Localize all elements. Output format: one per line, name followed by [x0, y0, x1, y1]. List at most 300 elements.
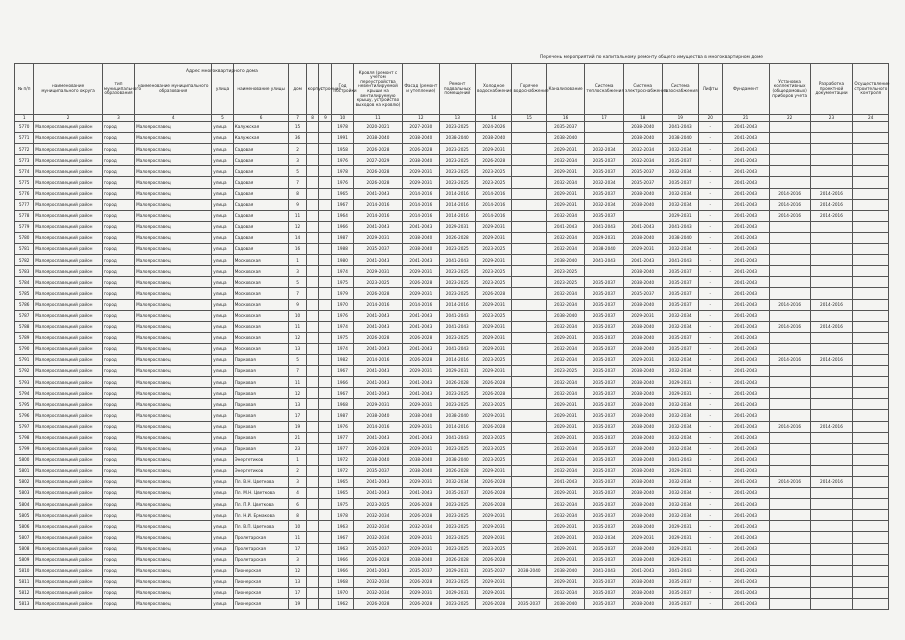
table-cell	[769, 232, 810, 243]
table-cell: 1965	[332, 188, 353, 199]
table-cell	[769, 377, 810, 388]
table-cell	[512, 188, 546, 199]
table-cell: 2038-2040	[623, 510, 662, 521]
table-cell: 12	[289, 388, 306, 399]
table-cell: 7	[289, 177, 306, 188]
table-cell: 2023-2025	[439, 177, 475, 188]
table-row	[15, 266, 889, 277]
table-cell: 2038-2040	[623, 421, 662, 432]
table-cell: 5785	[15, 288, 34, 299]
address-group-label: Адрес многоквартирного дома	[186, 69, 258, 74]
table-cell: -	[699, 354, 723, 365]
table-cell	[306, 288, 319, 299]
table-cell: 2029-2031	[476, 410, 512, 421]
table-cell: -	[699, 122, 723, 133]
table-cell: город	[102, 477, 134, 488]
column-number: 13	[439, 115, 475, 122]
table-cell: 2023-2025	[439, 532, 475, 543]
table-cell: 5792	[15, 366, 34, 377]
table-row	[15, 488, 889, 499]
table-row	[15, 465, 889, 476]
column-header: наименование муниципального образования	[135, 64, 212, 115]
table-cell: Московская	[233, 255, 289, 266]
table-cell	[769, 510, 810, 521]
table-cell	[512, 277, 546, 288]
column-header: Фундамент	[722, 64, 769, 115]
table-row	[15, 288, 889, 299]
table-cell: улица	[212, 332, 233, 343]
table-cell: 1967	[332, 388, 353, 399]
table-cell: 3	[289, 155, 306, 166]
table-cell: Калужская	[233, 122, 289, 133]
table-cell: 2041-2043	[585, 565, 624, 576]
table-cell	[512, 488, 546, 499]
table-cell	[810, 255, 853, 266]
table-cell: 2035-2037	[662, 599, 698, 610]
table-cell	[512, 443, 546, 454]
table-row	[15, 599, 889, 610]
table-cell: 2026-2028	[476, 377, 512, 388]
table-cell	[810, 587, 853, 598]
table-cell: 2029-2031	[403, 166, 439, 177]
table-cell: 2041-2043	[439, 432, 475, 443]
table-cell	[810, 488, 853, 499]
table-cell: 2041-2043	[662, 565, 698, 576]
table-cell	[810, 166, 853, 177]
table-row	[15, 454, 889, 465]
table-cell: 2038-2040	[623, 554, 662, 565]
table-cell: -	[699, 277, 723, 288]
table-cell: Малоярославецкий район	[34, 377, 103, 388]
table-cell: 1967	[332, 532, 353, 543]
table-cell: 2035-2037	[585, 521, 624, 532]
table-cell: 2041-2043	[403, 432, 439, 443]
table-cell	[810, 377, 853, 388]
capital-repair-table	[14, 63, 889, 610]
table-cell: 2038-2040	[546, 599, 585, 610]
table-cell	[512, 221, 546, 232]
table-cell	[853, 210, 889, 221]
table-cell: город	[102, 587, 134, 598]
table-cell: -	[699, 421, 723, 432]
table-cell: 8	[289, 188, 306, 199]
table-cell: 2023-2025	[439, 166, 475, 177]
table-cell: Малоярославец	[135, 155, 212, 166]
table-cell: улица	[212, 177, 233, 188]
table-row	[15, 244, 889, 255]
table-cell: 2023-2025	[439, 266, 475, 277]
table-cell: 2041-2043	[353, 366, 402, 377]
table-cell	[810, 432, 853, 443]
table-cell: Пл. В.П. Цветкова	[233, 521, 289, 532]
table-cell: 2032-2034	[662, 499, 698, 510]
table-cell	[769, 310, 810, 321]
table-cell	[319, 532, 332, 543]
column-header: Разработка проектной документации	[810, 64, 853, 115]
table-cell	[306, 554, 319, 565]
column-number: 10	[332, 115, 353, 122]
table-cell: 2029-2031	[546, 188, 585, 199]
table-cell: -	[699, 399, 723, 410]
table-cell: Московская	[233, 310, 289, 321]
table-cell: город	[102, 321, 134, 332]
table-cell	[319, 144, 332, 155]
table-cell: улица	[212, 543, 233, 554]
table-cell: -	[699, 177, 723, 188]
table-cell	[810, 366, 853, 377]
table-cell: 2032-2034	[662, 199, 698, 210]
table-cell	[319, 332, 332, 343]
table-cell: Малоярославец	[135, 210, 212, 221]
table-cell: Малоярославецкий район	[34, 277, 103, 288]
column-header: Система электроснабжения	[623, 64, 662, 115]
table-cell: 2014-2016	[439, 199, 475, 210]
table-cell: 2041-2043	[722, 177, 769, 188]
table-cell	[810, 599, 853, 610]
table-cell: 5806	[15, 521, 34, 532]
table-cell: 2023-2025	[439, 543, 475, 554]
table-cell	[512, 133, 546, 144]
table-cell: 1979	[332, 288, 353, 299]
table-cell	[319, 488, 332, 499]
table-cell: 5811	[15, 576, 34, 587]
table-cell: Малоярославец	[135, 599, 212, 610]
table-cell: 2035-2037	[662, 277, 698, 288]
table-cell: 1976	[332, 421, 353, 432]
table-cell: Пл. П.Р. Цветкова	[233, 499, 289, 510]
table-cell: 2032-2034	[662, 410, 698, 421]
table-cell: 2038-2040	[623, 277, 662, 288]
table-cell: улица	[212, 532, 233, 543]
table-cell: 2041-2043	[353, 310, 402, 321]
table-cell	[853, 532, 889, 543]
table-cell: Малоярославецкий район	[34, 532, 103, 543]
table-cell: город	[102, 122, 134, 133]
table-cell: 2032-2034	[546, 321, 585, 332]
table-cell: 2041-2043	[353, 255, 402, 266]
table-cell: улица	[212, 565, 233, 576]
table-cell: 2029-2031	[476, 510, 512, 521]
table-cell	[810, 232, 853, 243]
table-cell: 5793	[15, 377, 34, 388]
table-row	[15, 477, 889, 488]
table-cell: 1980	[332, 255, 353, 266]
table-cell	[810, 576, 853, 587]
table-cell	[853, 255, 889, 266]
table-cell	[769, 454, 810, 465]
table-cell: 5770	[15, 122, 34, 133]
column-header: улица	[212, 64, 233, 115]
table-cell: 2038-2040	[623, 133, 662, 144]
table-cell: Малоярославец	[135, 499, 212, 510]
table-cell: улица	[212, 199, 233, 210]
table-cell: улица	[212, 587, 233, 598]
table-body	[15, 122, 889, 610]
table-cell	[853, 343, 889, 354]
table-cell	[769, 144, 810, 155]
table-cell: 2026-2028	[439, 232, 475, 243]
table-cell: 2038-2040	[623, 465, 662, 476]
table-cell: 5777	[15, 199, 34, 210]
table-cell: 1974	[332, 321, 353, 332]
table-cell: 2041-2043	[353, 343, 402, 354]
table-cell: Малоярославец	[135, 255, 212, 266]
table-cell	[853, 432, 889, 443]
table-cell: 3	[289, 477, 306, 488]
table-cell: город	[102, 310, 134, 321]
table-cell: 2026-2028	[403, 576, 439, 587]
table-cell	[319, 499, 332, 510]
table-cell: город	[102, 465, 134, 476]
table-cell	[853, 310, 889, 321]
table-cell: Садовая	[233, 232, 289, 243]
table-cell	[306, 477, 319, 488]
table-cell: 2014-2016	[769, 188, 810, 199]
table-cell	[810, 343, 853, 354]
table-cell: 2038-2040	[623, 122, 662, 133]
table-cell: Парковая	[233, 410, 289, 421]
table-cell: -	[699, 255, 723, 266]
table-cell	[319, 521, 332, 532]
table-cell: 2032-2034	[662, 321, 698, 332]
table-cell: 2041-2043	[353, 432, 402, 443]
table-cell: 2038-2040	[623, 477, 662, 488]
table-row	[15, 343, 889, 354]
table-cell: 5810	[15, 565, 34, 576]
table-cell: 2029-2031	[403, 477, 439, 488]
table-cell: 13	[289, 576, 306, 587]
table-cell: 2029-2031	[662, 210, 698, 221]
table-row	[15, 354, 889, 365]
table-cell	[512, 310, 546, 321]
table-cell: улица	[212, 488, 233, 499]
table-cell: 2038-2040	[476, 133, 512, 144]
table-cell: 2041-2043	[722, 288, 769, 299]
table-cell	[319, 299, 332, 310]
table-cell	[810, 443, 853, 454]
table-cell: 2041-2043	[722, 366, 769, 377]
table-cell: Малоярославец	[135, 388, 212, 399]
table-cell: 2038-2040	[353, 410, 402, 421]
table-cell	[810, 465, 853, 476]
table-cell	[769, 255, 810, 266]
table-cell: 2026-2028	[476, 554, 512, 565]
table-cell: Малоярославецкий район	[34, 554, 103, 565]
table-cell: 2029-2031	[476, 255, 512, 266]
table-cell: 5802	[15, 477, 34, 488]
table-cell: 1976	[332, 310, 353, 321]
table-cell: 2029-2031	[546, 576, 585, 587]
table-cell	[319, 155, 332, 166]
table-row	[15, 410, 889, 421]
table-cell: Малоярославец	[135, 232, 212, 243]
table-cell: Малоярославец	[135, 543, 212, 554]
table-cell: 1975	[332, 499, 353, 510]
table-cell: 1966	[332, 221, 353, 232]
column-header: дом	[289, 64, 306, 115]
table-cell: 16	[289, 244, 306, 255]
table-cell: 2038-2040	[623, 366, 662, 377]
table-cell	[769, 465, 810, 476]
table-cell	[319, 465, 332, 476]
table-cell: 2026-2028	[476, 499, 512, 510]
table-cell: 2026-2028	[403, 332, 439, 343]
table-cell	[853, 133, 889, 144]
table-cell: 2029-2031	[403, 366, 439, 377]
table-cell: -	[699, 210, 723, 221]
table-cell: Малоярославецкий район	[34, 443, 103, 454]
table-cell: Малоярославецкий район	[34, 599, 103, 610]
table-cell: 2035-2037	[662, 177, 698, 188]
table-cell: 2014-2016	[476, 199, 512, 210]
table-cell: город	[102, 244, 134, 255]
table-cell: Малоярославецкий район	[34, 410, 103, 421]
table-cell: Парковая	[233, 443, 289, 454]
table-cell: 2029-2031	[403, 532, 439, 543]
table-cell: 5771	[15, 133, 34, 144]
table-cell: 2029-2031	[546, 432, 585, 443]
table-cell: 2029-2031	[546, 166, 585, 177]
table-row	[15, 377, 889, 388]
table-cell	[512, 321, 546, 332]
table-cell	[853, 599, 889, 610]
table-cell	[319, 410, 332, 421]
table-cell: 2038-2040	[546, 133, 585, 144]
table-cell: 1972	[332, 465, 353, 476]
table-cell: город	[102, 543, 134, 554]
table-cell: 23	[289, 443, 306, 454]
table-cell	[853, 388, 889, 399]
table-cell: Малоярославецкий район	[34, 177, 103, 188]
table-cell	[853, 377, 889, 388]
table-cell: -	[699, 299, 723, 310]
table-cell: улица	[212, 454, 233, 465]
table-cell: Малоярославецкий район	[34, 332, 103, 343]
table-cell: город	[102, 410, 134, 421]
table-cell: улица	[212, 288, 233, 299]
table-cell: улица	[212, 366, 233, 377]
table-cell: город	[102, 288, 134, 299]
table-cell: 2026-2028	[403, 277, 439, 288]
table-cell: 2035-2037	[623, 166, 662, 177]
table-cell: Пионерская	[233, 565, 289, 576]
table-cell	[319, 310, 332, 321]
table-cell	[319, 255, 332, 266]
table-cell: Малоярославецкий район	[34, 587, 103, 598]
table-cell	[853, 543, 889, 554]
table-cell: Парковая	[233, 366, 289, 377]
table-cell: Московская	[233, 266, 289, 277]
table-cell	[512, 155, 546, 166]
table-cell: Малоярославецкий район	[34, 122, 103, 133]
table-cell	[512, 521, 546, 532]
table-row	[15, 443, 889, 454]
table-cell	[512, 543, 546, 554]
table-cell	[853, 488, 889, 499]
table-cell: -	[699, 144, 723, 155]
table-cell: 2032-2034	[662, 366, 698, 377]
table-cell: Парковая	[233, 421, 289, 432]
table-cell: 2026-2028	[403, 144, 439, 155]
table-cell: 2041-2043	[722, 554, 769, 565]
column-header: наименование муниципального округа	[34, 64, 103, 115]
table-cell: 2032-2034	[662, 399, 698, 410]
column-number: 9	[319, 115, 332, 122]
table-cell	[306, 521, 319, 532]
table-cell: 2014-2016	[810, 188, 853, 199]
table-cell: город	[102, 255, 134, 266]
table-cell: улица	[212, 465, 233, 476]
table-cell: 2023-2025	[353, 277, 402, 288]
table-cell	[810, 521, 853, 532]
table-cell: 2041-2043	[722, 133, 769, 144]
table-cell	[769, 332, 810, 343]
table-cell: 2029-2031	[546, 543, 585, 554]
table-cell: 2029-2031	[662, 521, 698, 532]
table-cell: 2023-2025	[476, 432, 512, 443]
table-cell	[306, 454, 319, 465]
table-cell: 2023-2025	[476, 177, 512, 188]
table-cell	[319, 599, 332, 610]
table-cell	[306, 155, 319, 166]
table-cell: Малоярославец	[135, 354, 212, 365]
table-cell	[306, 332, 319, 343]
table-cell	[512, 266, 546, 277]
table-cell: Пролетарская	[233, 532, 289, 543]
table-cell	[319, 133, 332, 144]
table-cell: 2038-2040	[403, 454, 439, 465]
table-cell	[319, 443, 332, 454]
table-cell: 2041-2043	[722, 532, 769, 543]
table-cell: 2038-2040	[403, 244, 439, 255]
table-cell: Московская	[233, 321, 289, 332]
table-cell: 2041-2043	[353, 488, 402, 499]
table-cell: 2041-2043	[722, 488, 769, 499]
table-cell: 2029-2031	[353, 266, 402, 277]
table-cell: город	[102, 299, 134, 310]
table-cell	[769, 543, 810, 554]
table-cell: 2035-2037	[585, 554, 624, 565]
table-cell: улица	[212, 477, 233, 488]
header-row	[15, 64, 889, 115]
table-cell: 2029-2031	[662, 465, 698, 476]
table-cell	[810, 277, 853, 288]
table-cell: 2032-2034	[623, 155, 662, 166]
table-cell: 2014-2016	[810, 354, 853, 365]
column-number: 8	[306, 115, 319, 122]
table-cell	[512, 199, 546, 210]
table-cell: Малоярославец	[135, 266, 212, 277]
table-cell: 15	[289, 122, 306, 133]
table-cell: улица	[212, 221, 233, 232]
table-cell: 2041-2043	[439, 310, 475, 321]
table-cell: 2023-2025	[476, 399, 512, 410]
table-cell: 2014-2016	[476, 188, 512, 199]
table-cell: -	[699, 188, 723, 199]
table-cell: Пл. В.Н. Цветкова	[233, 477, 289, 488]
table-cell	[512, 388, 546, 399]
table-cell	[769, 133, 810, 144]
table-cell: 2032-2034	[546, 288, 585, 299]
table-cell	[853, 122, 889, 133]
table-cell	[512, 144, 546, 155]
table-cell: город	[102, 155, 134, 166]
table-cell: 2032-2034	[662, 488, 698, 499]
table-cell: 2038-2040	[623, 499, 662, 510]
table-cell	[853, 155, 889, 166]
table-cell: 5790	[15, 343, 34, 354]
table-cell	[512, 477, 546, 488]
